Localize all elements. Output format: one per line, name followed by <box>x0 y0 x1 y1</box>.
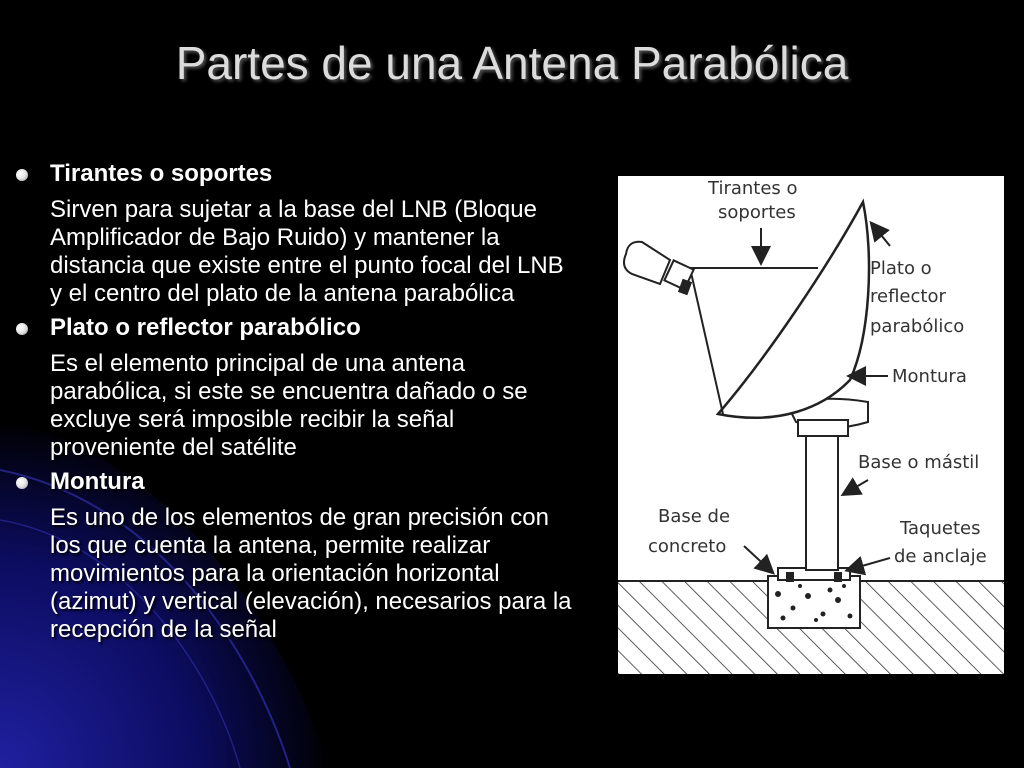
bullet-plato <box>14 314 574 342</box>
bullet-dot-icon <box>16 323 28 335</box>
label-plato: parabólico <box>870 316 965 337</box>
mast <box>806 434 838 570</box>
label-taquetes: de anclaje <box>894 546 987 567</box>
bullet-description: Sirven para sujetar a la base del LNB (Bloque Amplificador de Bajo Ruido) y mantener la distancia que existe entre el punto focal del LNB y el centro del plato de la antena parabólica <box>50 196 564 307</box>
label-taquetes: Taquetes <box>900 518 981 539</box>
dish <box>718 202 869 418</box>
label-plato: reflector <box>870 286 946 307</box>
bullet-heading: Plato o reflector parabólico <box>50 314 361 341</box>
bullet-dot-icon <box>16 169 28 181</box>
label-base-concreto: concreto <box>648 536 727 557</box>
bullet-description: Es uno de los elementos de gran precisión con los que cuenta la antena, permite realizar movimientos para la orientación horizontal (azimut) y vertical (elevación), necesarios para la recepción de la señal <box>50 504 572 643</box>
bullet-montura <box>14 468 574 496</box>
label-base-concreto: Base de <box>658 506 731 527</box>
concrete-base <box>768 576 860 628</box>
bullet-dot-icon <box>16 477 28 489</box>
label-tirantes: Tirantes o <box>708 178 798 199</box>
label-tirantes: soportes <box>718 202 796 223</box>
support-arm <box>690 268 723 414</box>
slide-title: Partes de una Antena Parabólica <box>175 37 849 89</box>
lnb <box>624 242 694 296</box>
label-plato: Plato o <box>870 258 932 279</box>
bullet-tirantes <box>14 160 574 188</box>
bullet-list <box>14 160 574 650</box>
label-base-mastil: Base o mástil <box>858 452 980 473</box>
antenna-diagram <box>618 176 1004 674</box>
bullet-description: Es el elemento principal de una antena parabólica, si este se encuentra dañado o se excluye será imposible recibir la señal proveniente del satélite <box>50 350 528 461</box>
antenna-diagram-svg <box>618 176 1004 674</box>
bullet-heading: Tirantes o soportes <box>50 160 273 187</box>
bullet-heading: Montura <box>50 468 145 495</box>
label-montura: Montura <box>892 366 967 387</box>
